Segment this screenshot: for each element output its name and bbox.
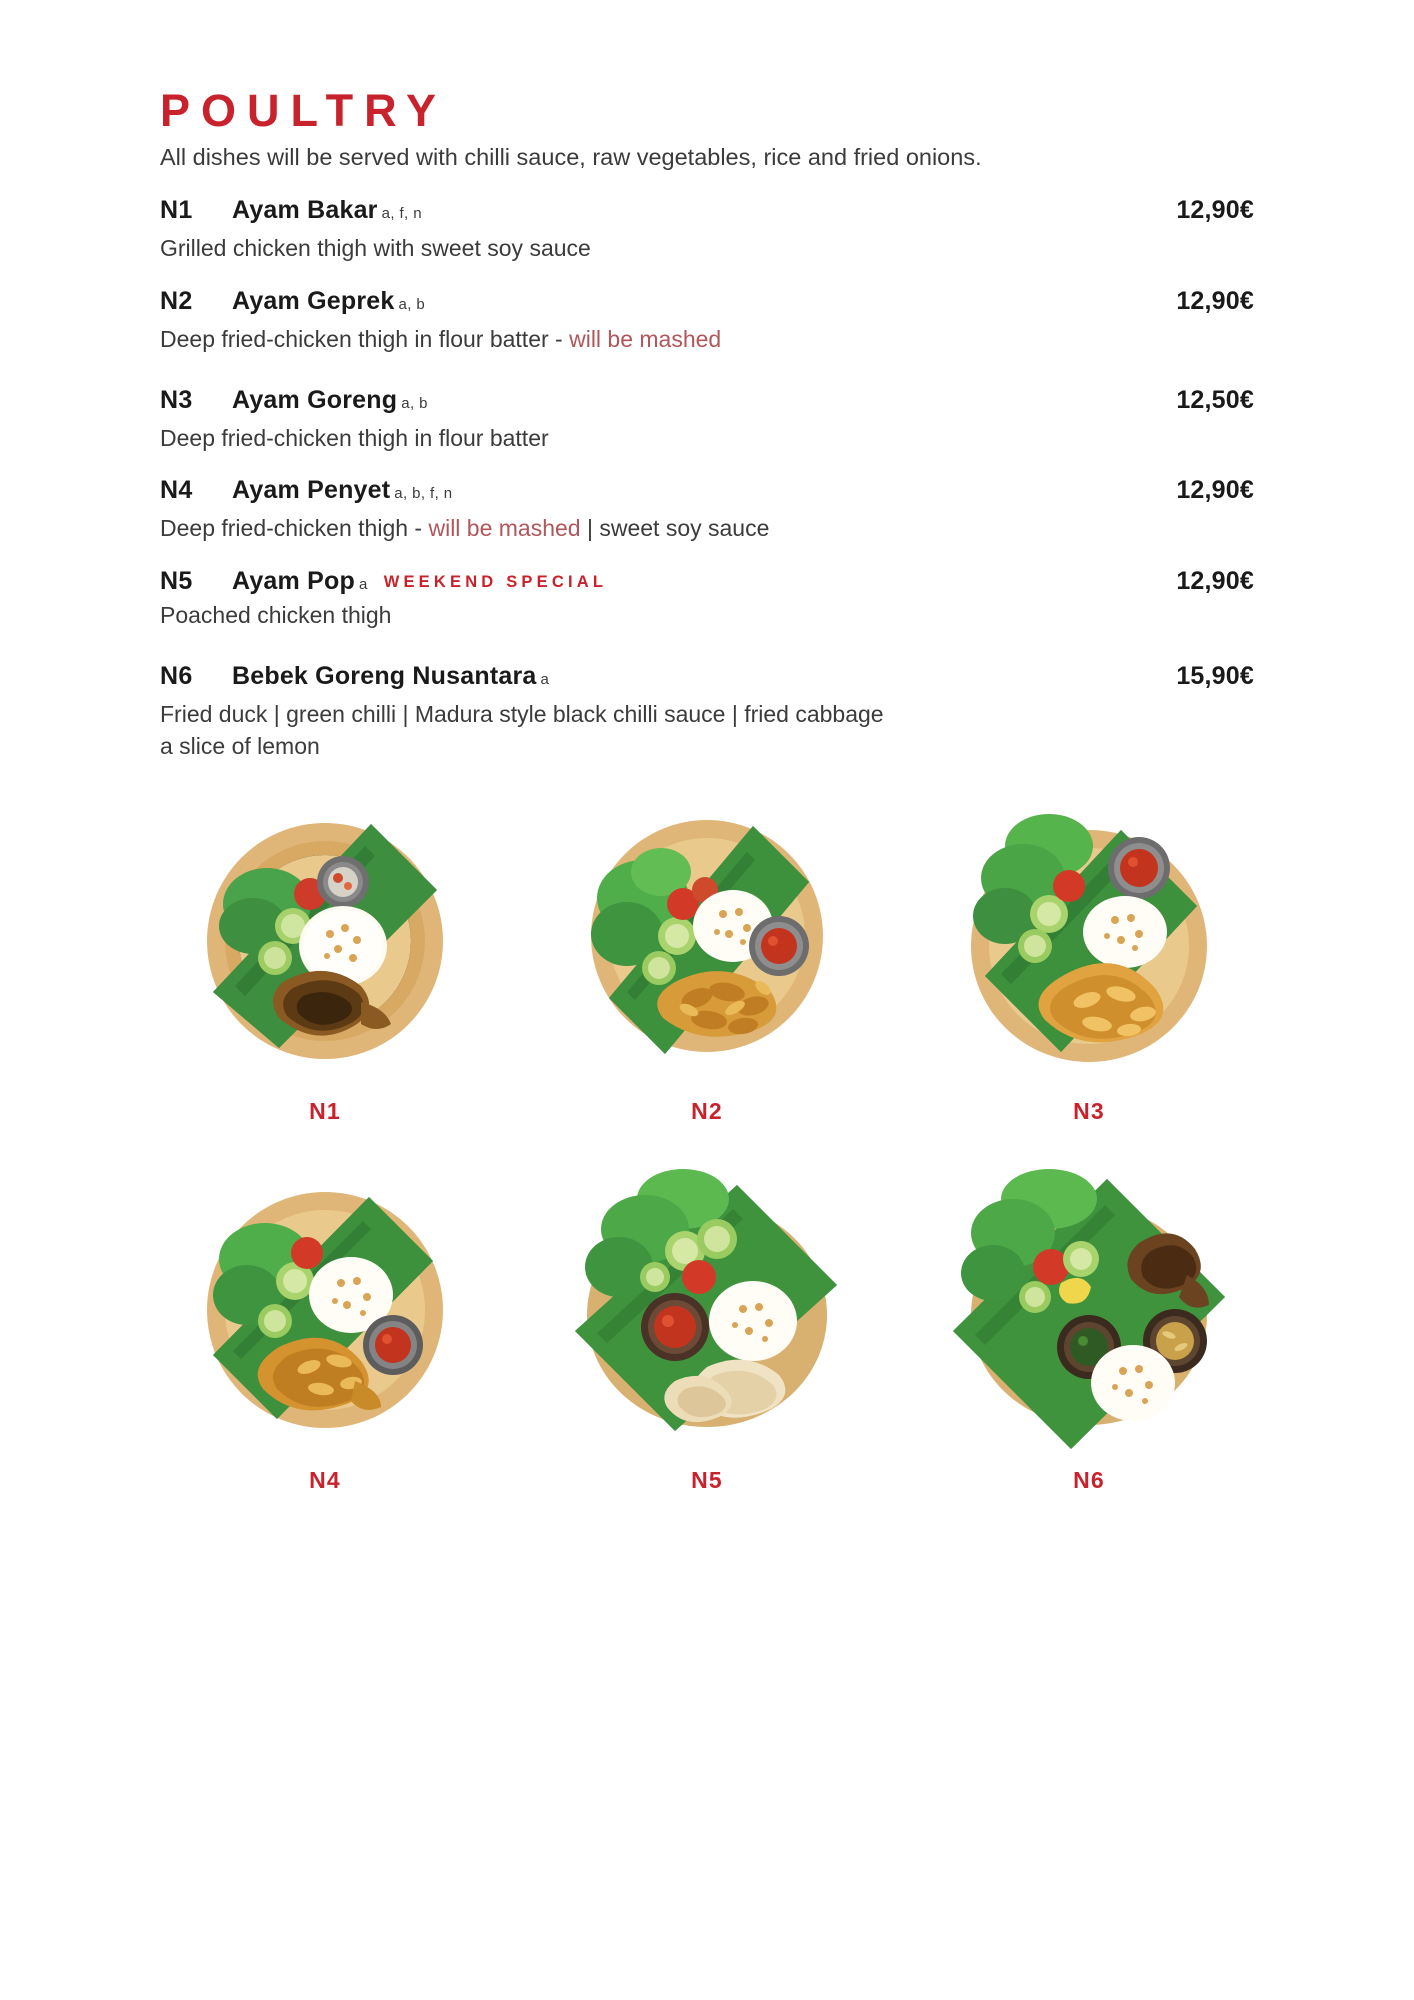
menu-item-name: Bebek Goreng Nusantara — [232, 661, 537, 690]
dish-photo-cell — [542, 786, 872, 1125]
description-text: Deep fried-chicken thigh in flour batter — [160, 424, 549, 451]
menu-item — [160, 567, 1254, 632]
menu-item-description — [160, 600, 1254, 632]
menu-item-code: N2 — [160, 286, 193, 315]
dish-photo-gallery — [160, 786, 1254, 1494]
menu-item-price: 12,90€ — [1176, 286, 1254, 315]
dish-photo-cell — [542, 1155, 872, 1494]
menu-item-code: N5 — [160, 567, 193, 596]
menu-item-name: Ayam Goreng — [232, 385, 398, 414]
menu-item-title-group — [160, 196, 422, 225]
crispy-chicken-plate-image — [557, 786, 857, 1086]
description-text: Grilled chicken thigh with sweet soy sauce — [160, 235, 591, 262]
menu-item-price: 12,90€ — [1176, 567, 1254, 596]
menu-item — [160, 196, 1254, 265]
menu-item — [160, 287, 1254, 356]
menu-item-description — [160, 699, 1254, 731]
menu-item-description-line2: a slice of lemon — [160, 732, 320, 759]
menu-item-price: 12,90€ — [1176, 476, 1254, 505]
dish-photo-cell — [924, 786, 1254, 1125]
dish-photo-label: N5 — [691, 1467, 723, 1494]
menu-item-price: 12,50€ — [1176, 385, 1254, 414]
menu-item — [160, 476, 1254, 545]
menu-item — [160, 662, 1254, 762]
description-text: Fried duck | green chilli | Madura style black chilli sauce | fried cabbage — [160, 700, 884, 727]
menu-item-description — [160, 513, 1254, 545]
menu-item-allergens: a, b, f, n — [394, 485, 453, 503]
menu-list — [160, 196, 1254, 762]
status-badge: WEEKEND SPECIAL — [383, 573, 608, 592]
dish-photo-label: N2 — [691, 1098, 723, 1125]
page-title: POULTRY — [160, 85, 447, 136]
dish-photo-cell — [924, 1155, 1254, 1494]
description-text: Deep fried-chicken thigh in flour batter - — [160, 325, 570, 352]
menu-item-description — [160, 423, 1254, 455]
menu-item-title-group — [160, 287, 425, 316]
description-text: Deep fried-chicken thigh - — [160, 515, 429, 542]
menu-item-title-group — [160, 662, 549, 691]
menu-item-allergens: a — [540, 670, 550, 688]
menu-item-price: 15,90€ — [1176, 661, 1254, 690]
menu-item-header — [160, 476, 1254, 505]
menu-item-header — [160, 567, 1254, 596]
menu-item-code: N6 — [160, 661, 193, 690]
fried-chicken-plate-image — [939, 786, 1239, 1086]
menu-item-code: N4 — [160, 476, 193, 505]
menu-item-description — [160, 233, 1254, 265]
description-text: Poached chicken thigh — [160, 602, 392, 629]
menu-item-header — [160, 386, 1254, 415]
menu-item-title-group — [160, 567, 607, 596]
menu-item-title-group — [160, 476, 453, 505]
poached-chicken-plate-image — [557, 1155, 857, 1455]
dish-photo-label: N4 — [309, 1467, 341, 1494]
smashed-chicken-plate-image — [175, 1155, 475, 1455]
section-note: All dishes will be served with chilli sauce, raw vegetables, rice and fried onions. — [160, 143, 982, 170]
menu-item-name: Ayam Geprek — [232, 286, 395, 315]
menu-item-header — [160, 196, 1254, 225]
menu-item-allergens: a, f, n — [381, 205, 422, 223]
dish-photo-label: N6 — [1073, 1467, 1105, 1494]
dish-photo-cell — [160, 1155, 490, 1494]
menu-item-allergens: a, b — [398, 295, 426, 313]
description-text-post: | sweet soy sauce — [580, 515, 770, 542]
dish-photo-label: N1 — [309, 1098, 341, 1125]
fried-duck-plate-image — [939, 1155, 1239, 1455]
menu-item-allergens: a — [358, 576, 368, 594]
menu-item-code: N3 — [160, 385, 193, 414]
description-highlight: will be mashed — [428, 515, 581, 542]
menu-item-price: 12,90€ — [1176, 196, 1254, 225]
menu-item-header — [160, 287, 1254, 316]
menu-item-header — [160, 662, 1254, 691]
menu-item-name: Ayam Bakar — [232, 196, 378, 225]
description-highlight: will be mashed — [569, 325, 722, 352]
dish-photo-cell — [160, 786, 490, 1125]
dish-photo-label: N3 — [1073, 1098, 1105, 1125]
grilled-chicken-plate-image — [175, 786, 475, 1086]
menu-item-title-group — [160, 386, 428, 415]
menu-item-name: Ayam Pop — [232, 567, 355, 596]
menu-item-allergens: a, b — [401, 394, 428, 412]
gallery-row — [160, 786, 1254, 1125]
menu-item-name: Ayam Penyet — [232, 476, 391, 505]
gallery-row — [160, 1155, 1254, 1494]
menu-item — [160, 386, 1254, 455]
menu-item-code: N1 — [160, 196, 193, 225]
menu-item-description — [160, 324, 1254, 356]
